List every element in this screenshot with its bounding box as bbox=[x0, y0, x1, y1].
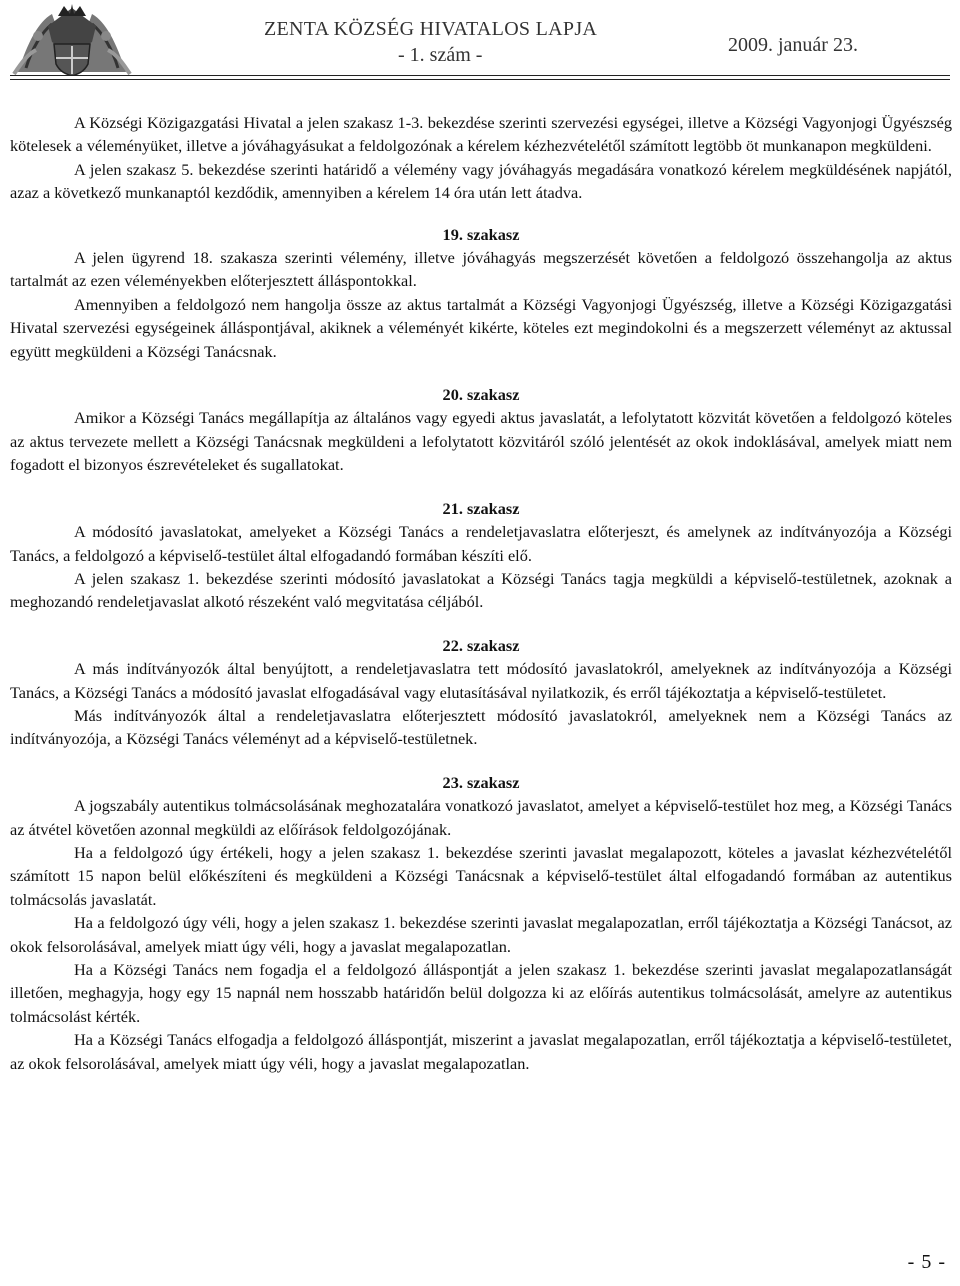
page-number: - 5 - bbox=[907, 1251, 946, 1273]
paragraph: Ha a Községi Tanács elfogadja a feldolgozó álláspontját, miszerint a javaslat megalapozatlan, erről tájékoztatja a képviselő-testületet, az okok felsorolásával, amelyek miatt úgy véli, hogy a javaslat megalapozatlan. bbox=[10, 1030, 952, 1073]
paragraph: A módosító javaslatokat, amelyeket a Községi Tanács a rendeletjavaslatra előterjeszt, és amelynek az indítványozója a Községi Tanács, a feldolgozó a képviselő-testület által elfogadandó formában készíti elő. bbox=[10, 522, 952, 565]
publication-title: ZENTA KÖZSÉG HIVATALOS LAPJA bbox=[264, 18, 598, 40]
paragraph: A más indítványozók által benyújtott, a rendeletjavaslatra tett módosító javaslatokról, amelyeknek az indítványozója a Községi Tanács, a Községi Tanács a módosító javaslat elfogadásával vagy elutasításával nyilatkozik, és erről tájékoztatja a képviselő-testületet. bbox=[10, 659, 952, 702]
paragraph: Amikor a Községi Tanács megállapítja az általános vagy egyedi aktus javaslatát, a lefolytatott közvitát követően a feldolgozó köteles az aktus tervezete mellett a Községi Tanácsnak megküldeni a lefolytatott közvitáról szóló jelentését az okok indoklásával, amelyek miatt nem fogadott el bizonyos észrevételeket és sugallatokat. bbox=[10, 408, 952, 475]
paragraph: A jogszabály autentikus tolmácsolásának meghozatalára vonatkozó javaslatot, amelyet a képviselő-testület hoz meg, a Községi Tanács az átvétel követően azonnal megküldi az előírások feldolgozójának. bbox=[10, 796, 952, 839]
section-heading: 20. szakasz bbox=[442, 385, 520, 405]
section-heading: 21. szakasz bbox=[442, 498, 520, 518]
paragraph: Ha a feldolgozó úgy értékeli, hogy a jelen szakasz 1. bekezdése szerinti javaslat megalapozott, köteles a javaslat kézhezvételétől számított 15 napon belül előkészíteni és megküldeni a Községi Tanácsnak a képviselő-testület által elfogadandó formában az autentikus tolmácsolás javaslatát. bbox=[10, 842, 952, 909]
header-rule bbox=[10, 75, 950, 76]
header-rule-thin bbox=[10, 79, 950, 80]
section-heading: 22. szakasz bbox=[442, 635, 520, 655]
section-heading: 19. szakasz bbox=[442, 224, 520, 244]
document-body bbox=[10, 111, 952, 1075]
paragraph: A jelen szakasz 5. bekezdése szerinti határidő a vélemény vagy jóváhagyás megadására vonatkozó kérelem megküldésének napjától, azaz a következő munkanaptól kezdődik, amennyiben a kérelem 14 óra után lett átadva. bbox=[10, 159, 952, 203]
paragraph: Más indítványozók által a rendeletjavaslatra előterjesztett módosító javaslatokról, amelyeknek nem a Községi Tanács az indítványozója, a Községi Tanács véleményt ad a képviselő-testületnek. bbox=[10, 705, 952, 749]
section-heading: 23. szakasz bbox=[442, 772, 520, 792]
issue-number: - 1. szám - bbox=[398, 44, 483, 66]
paragraph: A jelen szakasz 1. bekezdése szerinti módosító javaslatokat a Községi Tanács tagja megküldi a képviselő-testületnek, azoknak a meghozandó rendeletjavaslat alkotó részeként való megvitatása céljából. bbox=[10, 568, 952, 612]
paragraph: Amennyiben a feldolgozó nem hangolja össze az aktus tartalmát a Községi Vagyonjogi Ügyészség, illetve a Községi Közigazgatási Hivatal szervezési egységeinek álláspontjával, akiknek a véleményét kikérte, köteles ezt megindokolni és a megszerzett véleményt az aktussal együtt megküldeni a Községi Tanácsnak. bbox=[10, 294, 952, 361]
paragraph: A jelen ügyrend 18. szakasza szerinti vélemény, illetve jóváhagyás megszerzését követően a feldolgozó összehangolja az aktus tartalmát az ezen véleményekben előterjesztett álláspontokkal. bbox=[10, 248, 952, 291]
paragraph: Ha a Községi Tanács nem fogadja el a feldolgozó álláspontját a jelen szakasz 1. bekezdése szerinti javaslat megalapozatlanságát illetően, meghagyja, hogy egy 15 napnál nem hosszabb határidőn belül dolgozza ki az előírás autentikus tolmácsolását, amelyre az autentikus tolmácsolást kérték. bbox=[10, 960, 952, 1026]
paragraph: Ha a feldolgozó úgy véli, hogy a jelen szakasz 1. bekezdése szerinti javaslat megalapozatlan, erről tájékoztatja a Községi Tanácsot, az okok felsorolásával, amelyek miatt úgy véli, hogy a javaslat megalapozatlan. bbox=[10, 913, 952, 956]
issue-date: 2009. január 23. bbox=[728, 34, 858, 56]
page-header bbox=[0, 0, 960, 82]
coat-of-arms-logo bbox=[8, 2, 136, 76]
paragraph: A Községi Közigazgatási Hivatal a jelen szakasz 1-3. bekezdése szerinti szervezési egységei, illetve a Községi Vagyonjogi Ügyészség kötelesek a véleményüket, illetve a jóváhagyásukat a feldolgozónak a kérelem kézhezvételétől számított legtöbb öt munkanapon megküldeni. bbox=[10, 113, 952, 156]
